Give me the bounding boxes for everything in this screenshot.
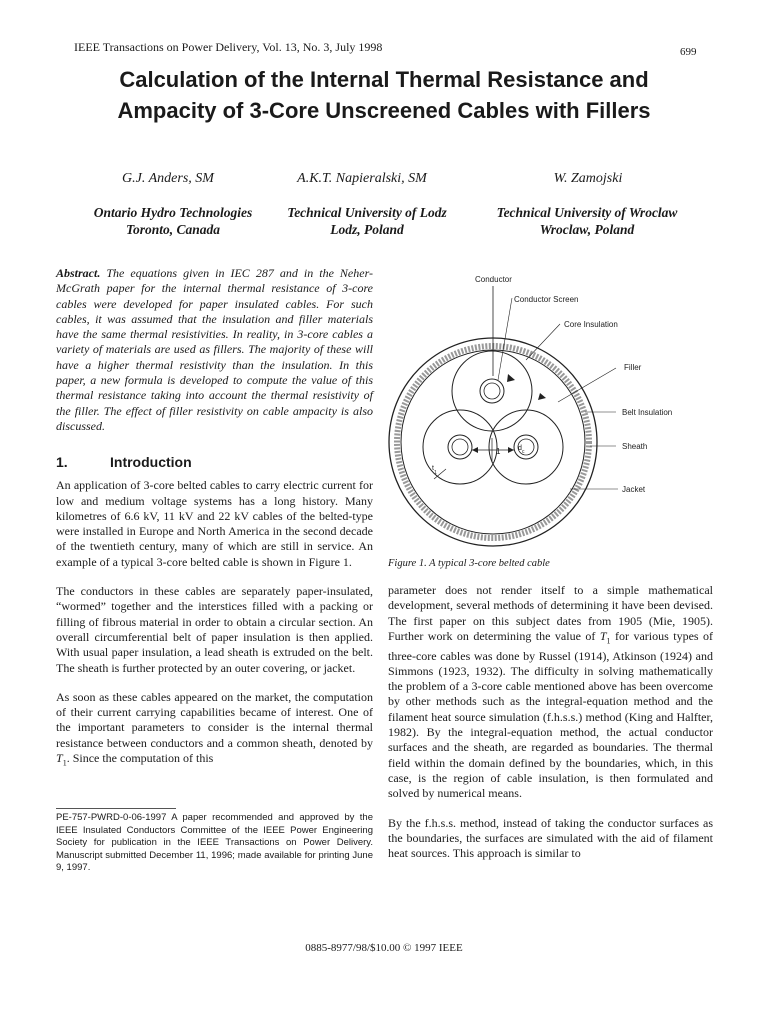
label-dc-sub: c bbox=[522, 449, 525, 455]
author-name-2: A.K.T. Napieralski, SM bbox=[297, 171, 427, 186]
figure-caption: Figure 1. A typical 3-core belted cable bbox=[388, 558, 550, 569]
affiliation-location: Lodz, Poland bbox=[330, 222, 404, 237]
affiliation-institution: Technical University of Lodz bbox=[287, 205, 447, 220]
label-t1-sub: 1 bbox=[434, 470, 437, 476]
section-number: 1. bbox=[56, 454, 68, 471]
abstract bbox=[56, 266, 373, 434]
affiliation-location: Wroclaw, Poland bbox=[539, 222, 635, 237]
label-conductor-screen: Conductor Screen bbox=[514, 295, 579, 304]
paper-title bbox=[40, 64, 728, 126]
copyright-footer: 0885-8977/98/$10.00 © 1997 IEEE bbox=[305, 942, 463, 954]
right-paragraph-2: By the f.h.s.s. method, instead of taking the conductor surfaces as the boundaries, the surfaces are simulated with the aid of filament heat sources. This approach is similar to bbox=[388, 815, 713, 861]
label-conductor: Conductor bbox=[475, 275, 512, 284]
abstract-text: The equations given in IEC 287 and in the Neher-McGrath paper for the internal thermal resistance of 3-core cables were developed for paper insulated cables. For such cables, it was assumed that the insulation and filler materials have the same thermal resistivities. In reality, in 3-core cables a variety of materials are used as fillers. The majority of these will have a higher thermal resistivity than the insulation. In this paper, a new formula is developed to compute the value of this thermal resistance taking into account the thermal resistivity of the filler. The effect of filler resistivity on cable ampacity is also discussed. bbox=[56, 266, 374, 433]
label-core-insulation: Core Insulation bbox=[564, 320, 618, 329]
footnote: PE-757-PWRD-0-06-1997 A paper recommended and approved by the IEEE Insulated Conductors Committee of the IEEE Power Engineering Society for publication in the IEEE Transactions on Power Delivery. Manuscript submitted December 11, 1996; made available for printing June 9, 1997. bbox=[56, 812, 373, 873]
label-sheath: Sheath bbox=[622, 442, 648, 451]
para-text: . Since the computation of this bbox=[66, 751, 214, 766]
footnote-block bbox=[56, 812, 373, 875]
label-t1: t bbox=[432, 465, 434, 472]
author-affiliation-2 bbox=[272, 204, 462, 238]
label-one: 1 bbox=[496, 447, 501, 456]
arrowhead bbox=[508, 447, 514, 453]
intro-paragraph-1: An application of 3-core belted cables to carry electric current for low and medium voltage systems has a long history. Many kilometres of 6.6 kV, 11 kV and 22 kV cables of the belted-type were installed in Europe and North America in the second decade of the twentieth century, many of which are still in service. An example of a typical 3-core belted cable is shown in Figure 1. bbox=[56, 478, 373, 569]
figure-1 bbox=[388, 264, 713, 564]
label-dc: d bbox=[518, 445, 522, 452]
affiliation-institution: Ontario Hydro Technologies bbox=[93, 205, 253, 220]
abstract-label: Abstract. bbox=[56, 266, 101, 280]
arrowhead bbox=[472, 447, 478, 453]
t1-symbol: T bbox=[56, 751, 63, 766]
label-belt-insulation: Belt Insulation bbox=[622, 408, 673, 417]
t1-subscript: 1 bbox=[62, 758, 67, 768]
title-line-1: Calculation of the Internal Thermal Resistance and bbox=[119, 67, 649, 92]
arrowhead bbox=[538, 393, 546, 400]
affiliation-location: Toronto, Canada bbox=[125, 222, 221, 237]
author-affiliation-1 bbox=[58, 204, 288, 238]
author-name-1: G.J. Anders, SM bbox=[122, 171, 214, 186]
para-text: As soon as these cables appeared on the market, the computation of their current carrying capabilities became of interest. One of the important parameters to consider is the internal thermal resistance between conductors and a common sheath, denoted by bbox=[56, 689, 373, 750]
section-title: Introduction bbox=[110, 454, 192, 471]
arrowhead bbox=[507, 374, 515, 382]
right-paragraph-1 bbox=[388, 583, 713, 802]
journal-header: IEEE Transactions on Power Delivery, Vol. 13, No. 3, July 1998 bbox=[74, 40, 383, 54]
title-line-2: Ampacity of 3-Core Unscreened Cables with Fillers bbox=[117, 98, 651, 123]
author-name-3: W. Zamojski bbox=[553, 171, 623, 186]
intro-paragraph-3 bbox=[56, 690, 373, 771]
conductor-screen-top bbox=[484, 383, 500, 399]
belt-ring bbox=[401, 350, 585, 534]
right-column bbox=[388, 583, 713, 861]
core-top bbox=[452, 351, 532, 431]
cable-diagram bbox=[388, 264, 713, 564]
page-number: 699 bbox=[680, 46, 697, 58]
leader-core-insulation bbox=[526, 324, 560, 360]
author-affiliation-3 bbox=[472, 204, 702, 238]
label-jacket: Jacket bbox=[622, 485, 646, 494]
para-text: parameter does not render itself to a simple mathematical development, several methods of determining it have been devised. The first paper on this subject dates from 1905 (Mie, 1905). Further work on determining the value of bbox=[388, 583, 713, 643]
conductor-screen-left bbox=[452, 439, 468, 455]
footnote-rule bbox=[56, 808, 176, 809]
t1-symbol: T bbox=[599, 628, 607, 643]
para-text: for various types of three-core cables was done by Russel (1914), Atkinson (1924) and Simmons (1923, 1932). The difficulty in solving mathematically the problem of a 3-core cable mentioned above has been overcome by other methods such as the integral-equation method and the filament heat source simulation (f.h.s.s.) method (King and Halfter, 1982). By the integral-equation method, the actual conductor surfaces and the sheath, are regarded as boundaries. The thermal field within the domain defined by the boundaries, which, in this case, is the region of cable insulation, is then formulated and solved by numerical means. bbox=[388, 628, 714, 801]
left-column bbox=[56, 266, 373, 771]
label-filler: Filler bbox=[624, 363, 642, 372]
section-heading-introduction bbox=[56, 454, 373, 470]
affiliation-institution: Technical University of Wroclaw bbox=[496, 205, 678, 220]
intro-paragraph-2: The conductors in these cables are separately paper-insulated, “wormed” together and the interstices filled with a packing or filling of fibrous material in order to obtain a circular section. An overall circumferential belt of paper insulation is then applied. With usual paper insulation, a lead sheath is extruded on the belt. The sheath is further protected by an outer covering, or jacket. bbox=[56, 584, 373, 675]
t1-subscript: 1 bbox=[606, 636, 611, 646]
